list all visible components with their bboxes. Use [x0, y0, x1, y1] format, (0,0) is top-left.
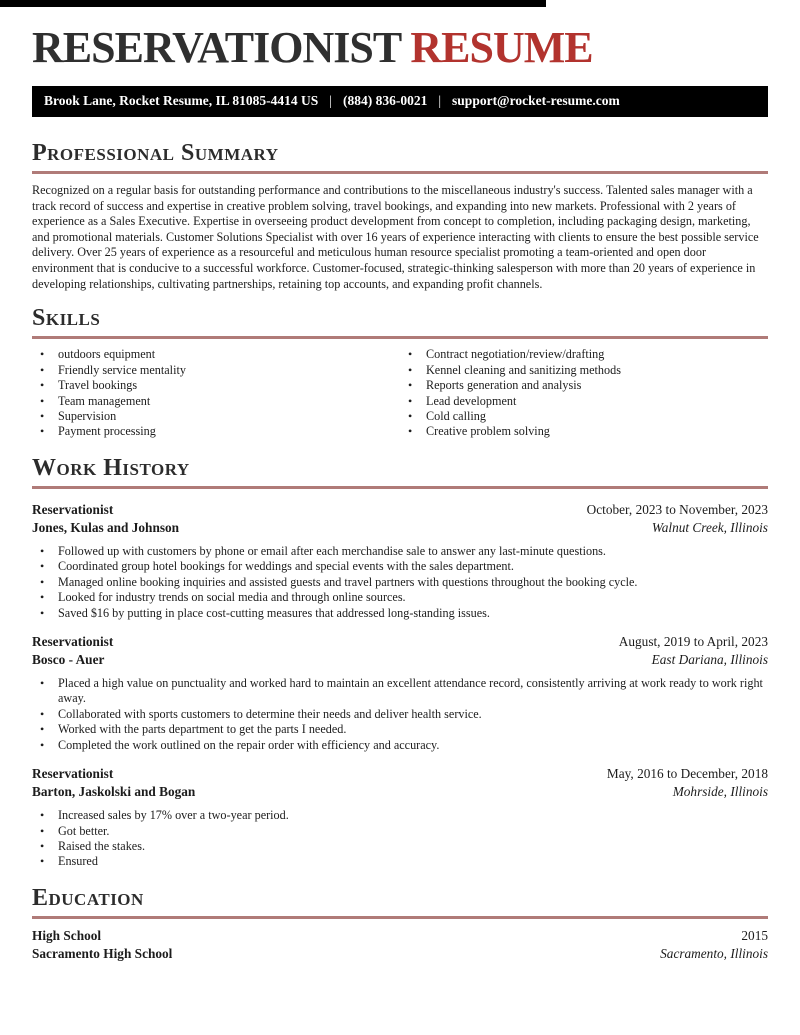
job-title-row [32, 765, 768, 783]
skills-column-right [400, 347, 768, 439]
summary-heading: Professional Summary [32, 139, 279, 166]
section-divider [32, 336, 768, 339]
work-history-heading: Work History [32, 454, 190, 481]
skills-columns [32, 347, 768, 439]
contact-bar [32, 86, 768, 117]
job-company: Jones, Kulas and Johnson [32, 520, 180, 536]
section-work-history [32, 456, 768, 870]
job-bullet: • Completed the work outlined on the repair order with efficiency and accuracy. [32, 738, 768, 753]
job-bullet: • Raised the stakes. [32, 839, 768, 854]
education-location: Sacramento, Illinois [660, 945, 768, 961]
skill-item: • Reports generation and analysis [400, 378, 768, 393]
summary-text: Recognized on a regular basis for outstanding performance and contributions to the miscellaneous industry's success. Talented sales manager with a track record of success and expertise in creative problem solving, travel bookings, and expanding into new markets. Professional with 2 years of experience as a Sales Executive. Expertise in overseeing product development from concept to completion, including packaging design, marketing, and promotional materials. Customer Solutions Specialist with over 16 years of experience interacting with clients to ensure the best possible service delivery. Over 25 years of experience as a resourceful and meticulous human resource specialist promoting a team-oriented and open door environment that is conducive to a successful workforce. Customer-focused, strategic-thinking salesperson with more than 20 years of experience in developing relationships, cultivating partnerships, retaining top accounts, and expanding profit channels. [32, 183, 759, 291]
job-bullet: • Managed online booking inquiries and assisted guests and travel partners with questions throughout the booking cycle. [32, 575, 768, 590]
job-bullet-list [32, 808, 768, 870]
skill-item: • Payment processing [32, 424, 400, 439]
section-divider [32, 171, 768, 174]
skill-item: • Creative problem solving [400, 424, 768, 439]
skill-item: • Cold calling [400, 409, 768, 424]
section-divider [32, 486, 768, 489]
job-bullet: • Got better. [32, 824, 768, 839]
job-title: Reservationist [32, 766, 114, 782]
skill-item: • Travel bookings [32, 378, 400, 393]
section-education [32, 886, 768, 963]
skill-item: • Team management [32, 394, 400, 409]
skills-column-left [32, 347, 400, 439]
job-bullet: • Looked for industry trends on social media and through online sources. [32, 590, 768, 605]
education-degree-row [32, 927, 768, 945]
job-bullet: • Placed a high value on punctuality and worked hard to maintain an excellent attendance record, consistently arriving at work ready to work right away. [32, 676, 768, 707]
job-bullet: • Coordinated group hotel bookings for weddings and special events with the sales department. [32, 559, 768, 574]
education-year: 2015 [741, 927, 768, 943]
title-accent: RESUME [410, 23, 593, 72]
top-accent-bar [0, 0, 546, 7]
job-bullet: • Saved $16 by putting in place cost-cutting measures that addressed long-standing issues. [32, 606, 768, 621]
job-title-row [32, 501, 768, 519]
job-entry [32, 501, 768, 621]
job-company: Bosco - Auer [32, 652, 105, 668]
skill-item: • Kennel cleaning and sanitizing methods [400, 363, 768, 378]
job-location: Mohrside, Illinois [672, 784, 768, 800]
job-company-row [32, 651, 768, 669]
job-bullet: • Collaborated with sports customers to determine their needs and deliver health service. [32, 707, 768, 722]
skill-item: • Friendly service mentality [32, 363, 400, 378]
skills-heading: Skills [32, 305, 101, 332]
contact-separator: | [438, 93, 442, 109]
education-school-row [32, 945, 768, 963]
job-bullet: • Ensured [32, 854, 768, 869]
job-title: Reservationist [32, 502, 114, 518]
job-bullet: • Increased sales by 17% over a two-year period. [32, 808, 768, 823]
contact-email: support@rocket-resume.com [452, 93, 620, 109]
job-bullet: • Followed up with customers by phone or email after each merchandise sale to answer any last-minute questions. [32, 544, 768, 559]
job-dates: August, 2019 to April, 2023 [618, 634, 768, 650]
section-professional-summary [32, 141, 768, 292]
job-location: East Dariana, Illinois [651, 652, 768, 668]
education-heading: Education [32, 884, 144, 911]
job-title-row [32, 633, 768, 651]
job-bullet-list [32, 544, 768, 621]
contact-separator: | [329, 93, 332, 109]
job-bullet-list [32, 676, 768, 753]
skill-item: • Contract negotiation/review/drafting [400, 347, 768, 362]
section-skills [32, 306, 768, 440]
job-entry [32, 633, 768, 753]
contact-address: Brook Lane, Rocket Resume, IL 81085-4414 US [44, 93, 319, 109]
education-degree: High School [32, 927, 102, 943]
page-title [32, 23, 768, 72]
job-title: Reservationist [32, 634, 114, 650]
skill-item: • Lead development [400, 394, 768, 409]
job-company: Barton, Jaskolski and Bogan [32, 784, 196, 800]
education-entry [32, 927, 768, 963]
job-location: Walnut Creek, Illinois [651, 520, 768, 536]
job-dates: October, 2023 to November, 2023 [586, 502, 768, 518]
job-company-row [32, 783, 768, 801]
contact-phone: (884) 836-0021 [342, 93, 428, 109]
job-company-row [32, 519, 768, 537]
job-entry [32, 765, 768, 870]
education-school: Sacramento High School [32, 945, 173, 961]
job-dates: May, 2016 to December, 2018 [606, 766, 768, 782]
title-primary: RESERVATIONIST [32, 23, 401, 72]
skill-item: • Supervision [32, 409, 400, 424]
job-bullet: • Worked with the parts department to get the parts I needed. [32, 722, 768, 737]
skill-item: • outdoors equipment [32, 347, 400, 362]
section-divider [32, 916, 768, 919]
